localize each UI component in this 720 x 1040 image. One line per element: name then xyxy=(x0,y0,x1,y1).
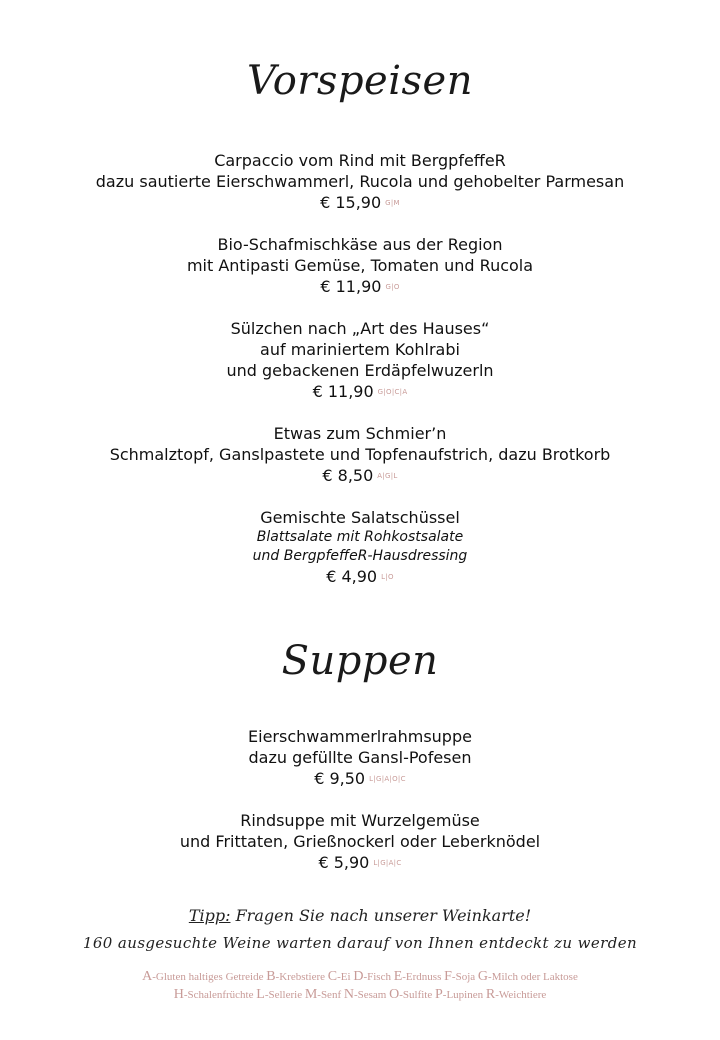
legend-label: -Milch oder Laktose xyxy=(488,971,578,983)
dish-description: und gebackenen Erdäpfelwuzerln xyxy=(226,361,494,380)
menu-item xyxy=(0,150,720,214)
legend-label: -Fisch xyxy=(363,971,391,983)
price: € 8,50 xyxy=(322,466,374,485)
legend-label: -Soja xyxy=(451,971,476,983)
price-row xyxy=(0,768,720,790)
price-row xyxy=(0,465,720,487)
dish-name: Eierschwammerlrahmsuppe xyxy=(248,727,472,746)
menu-item xyxy=(0,234,720,298)
price-row xyxy=(0,276,720,298)
legend-code: G xyxy=(477,969,489,984)
price: € 5,90 xyxy=(318,853,370,872)
allergen-codes: G|M xyxy=(385,199,400,207)
allergen-codes: L|G|A|C xyxy=(373,859,402,867)
legend-label: -Sellerie xyxy=(264,989,303,1001)
allergen-codes: L|G|A|O|C xyxy=(369,775,406,783)
dish-description: Schmalztopf, Ganslpastete und Topfenaufstrich, dazu Brotkorb xyxy=(109,445,611,464)
dish-description: auf mariniertem Kohlrabi xyxy=(260,340,460,359)
legend-label: -Ei xyxy=(337,971,351,983)
price-row xyxy=(0,852,720,874)
wine-tip xyxy=(0,906,720,925)
legend-label: -Gluten haltiges Getreide xyxy=(152,971,264,983)
legend-label: -Weichtiere xyxy=(495,989,547,1001)
legend-code: L xyxy=(256,987,265,1002)
dish-name: Bio-Schafmischkäse aus der Region xyxy=(217,235,503,254)
dish-description-italic: und BergpfeffeR-Hausdressing xyxy=(252,548,468,564)
dish-description: dazu gefüllte Gansl-Pofesen xyxy=(248,748,472,767)
allergen-codes: L|O xyxy=(381,573,394,581)
legend-label: -Krebstiere xyxy=(275,971,326,983)
legend-row-1 xyxy=(0,968,720,986)
dish-description: dazu sautierte Eierschwammerl, Rucola und gehobelter Parmesan xyxy=(95,172,625,191)
menu-item xyxy=(0,318,720,403)
allergen-codes: G|O|C|A xyxy=(377,388,408,396)
dish-name: Rindsuppe mit Wurzelgemüse xyxy=(240,811,480,830)
legend-code: C xyxy=(327,969,338,984)
menu-item xyxy=(0,810,720,874)
allergen-codes: G|O xyxy=(385,283,400,291)
allergen-legend xyxy=(0,968,720,1004)
dish-description: mit Antipasti Gemüse, Tomaten und Rucola xyxy=(186,256,534,275)
legend-code: R xyxy=(485,987,496,1002)
legend-code: M xyxy=(304,987,318,1002)
dish-name: Etwas zum Schmier’n xyxy=(273,424,447,443)
price: € 4,90 xyxy=(326,567,378,586)
dish-name: Sülzchen nach „Art des Hauses“ xyxy=(230,319,490,338)
legend-label: -Lupinen xyxy=(442,989,484,1001)
legend-label: -Sulfite xyxy=(399,989,433,1001)
legend-label: -Sesam xyxy=(353,989,387,1001)
legend-code: N xyxy=(343,987,354,1002)
menu-item xyxy=(0,726,720,790)
legend-code: D xyxy=(353,969,364,984)
price: € 9,50 xyxy=(314,769,366,788)
tip-text: Fragen Sie nach unserer Weinkarte! xyxy=(230,906,532,925)
price-row xyxy=(0,381,720,403)
dish-description-italic: Blattsalate mit Rohkostsalate xyxy=(256,529,464,545)
menu-item xyxy=(0,507,720,588)
price-row xyxy=(0,192,720,214)
allergen-codes: A|G|L xyxy=(377,472,398,480)
price: € 11,90 xyxy=(320,277,382,296)
price: € 11,90 xyxy=(312,382,374,401)
legend-code: P xyxy=(435,987,443,1002)
legend-code: A xyxy=(142,969,153,984)
price-row xyxy=(0,566,720,588)
legend-label: -Schalenfrüchte xyxy=(183,989,254,1001)
legend-code: F xyxy=(444,969,452,984)
legend-row-2 xyxy=(0,986,720,1004)
legend-code: O xyxy=(389,987,400,1002)
dish-name: Carpaccio vom Rind mit BergpfeffeR xyxy=(214,151,506,170)
legend-code: H xyxy=(173,987,184,1002)
wine-tip-line2: 160 ausgesuchte Weine warten darauf von Ihnen entdeckt zu werden xyxy=(82,934,638,952)
dish-list-suppen xyxy=(0,726,720,894)
price: € 15,90 xyxy=(320,193,382,212)
menu-item xyxy=(0,423,720,487)
section-title-suppen: Suppen xyxy=(281,638,439,684)
tip-label: Tipp: xyxy=(188,906,231,925)
dish-name: Gemischte Salatschüssel xyxy=(260,508,460,527)
section-title-vorspeisen: Vorspeisen xyxy=(247,58,473,104)
legend-code: B xyxy=(266,969,276,984)
dish-list-vorspeisen xyxy=(0,150,720,608)
legend-label: -Senf xyxy=(317,989,342,1001)
legend-code: E xyxy=(393,969,403,984)
dish-description: und Frittaten, Grießnockerl oder Leberknödel xyxy=(179,832,541,851)
legend-label: -Erdnuss xyxy=(402,971,442,983)
